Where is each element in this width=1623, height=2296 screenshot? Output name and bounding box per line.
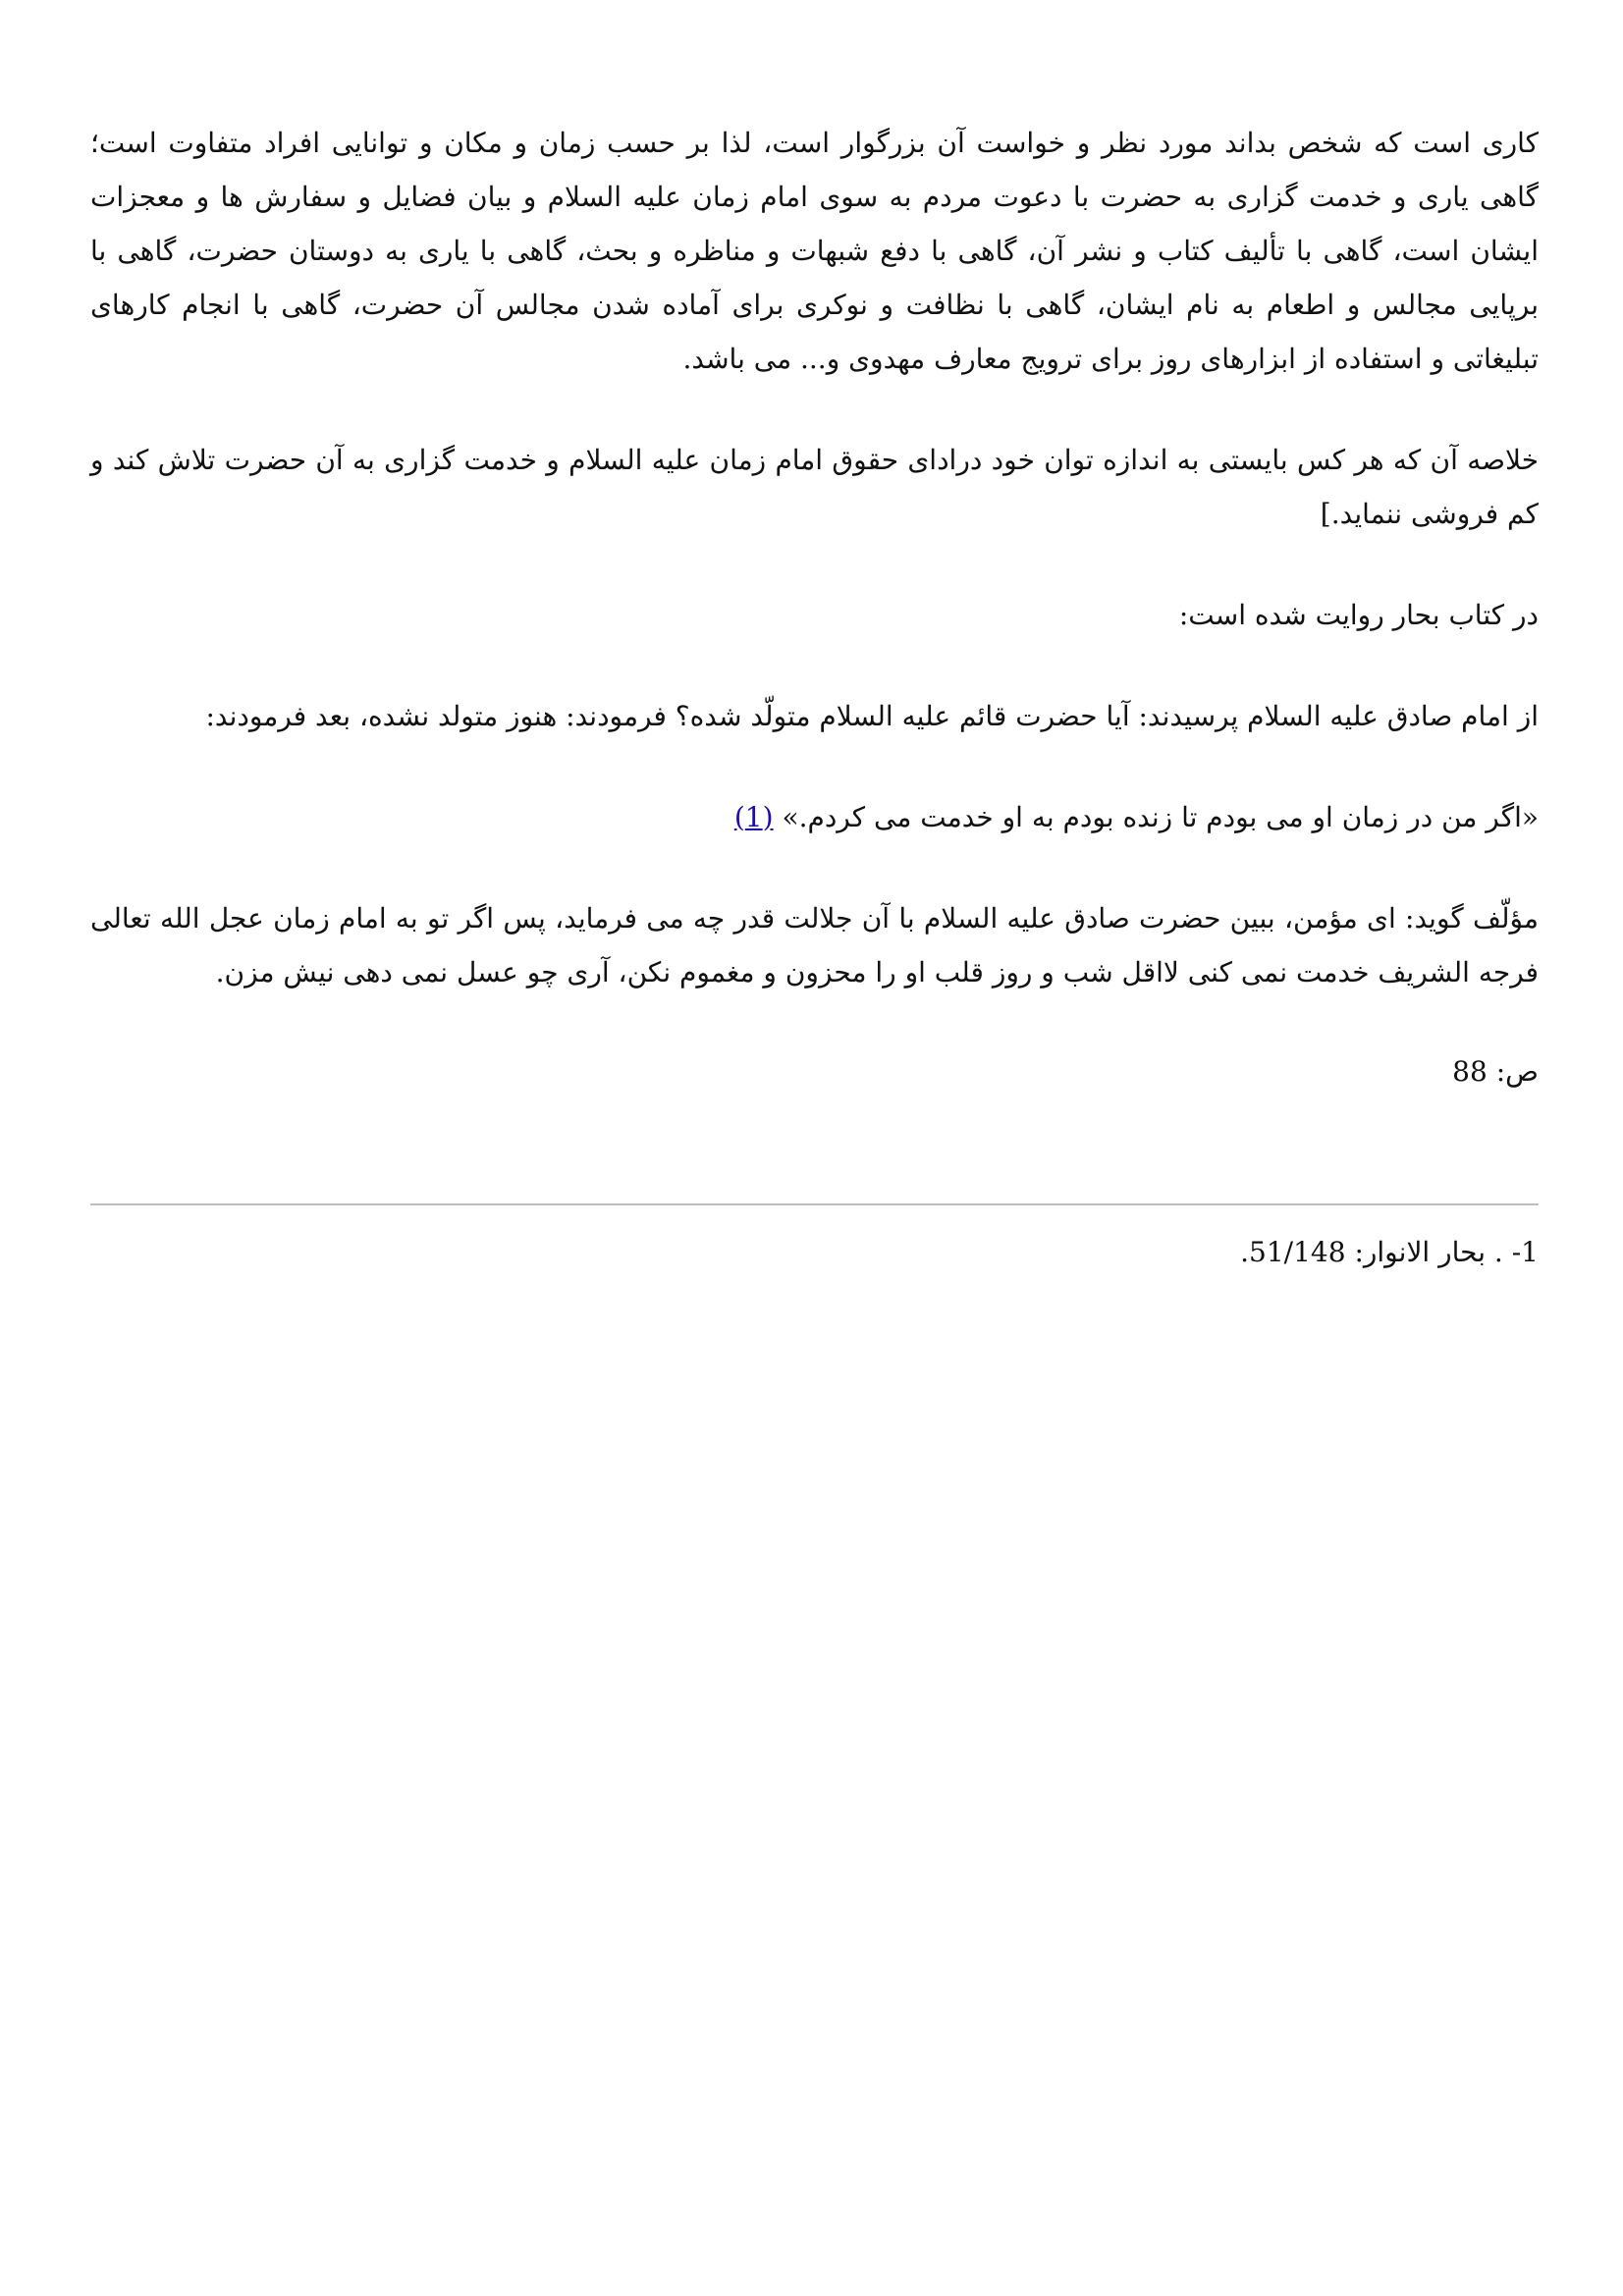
quote-text: «اگر من در زمان او می بودم تا زنده بودم به او خدمت می کردم.»	[773, 801, 1539, 833]
paragraph-service-forms: کاری است که شخص بداند مورد نظر و خواست آن بزرگوار است، لذا بر حسب زمان و مکان و توانایی افراد متفاوت است؛ گاهی یاری و خدمت گزاری به حضرت با دعوت مردم به سوی امام زمان علیه السلام و بیان فضایل و سفارش ها و معجزات ایشان است، گاهی با تألیف کتاب و نشر آن، گاهی با دفع شبهات و مناظره و بحث، گاهی با یاری به دوستان حضرت، گاهی با برپایی مجالس و اطعام به نام ایشان، گاهی با نظافت و نوکری برای آماده شدن مجالس آن حضرت، گاهی با انجام کارهای تبلیغاتی و استفاده از ابزارهای روز برای ترویج معارف مهدوی و... می باشد.	[90, 127, 1540, 375]
paragraph-quote	[90, 790, 1539, 844]
paragraph-author-comment: مؤلّف گوید: ای مؤمن، ببین حضرت صادق علیه السلام با آن جلالت قدر چه می فرماید، پس اگر تو به امام زمان عجل الله تعالی فرجه الشریف خدمت نمی کنی لااقل شب و روز قلب او را محزون و مغموم نکن، آری چو عسل نمی دهی نیش مزن.	[90, 902, 1539, 988]
paragraph-summary: خلاصه آن که هر کس بایستی به اندازه توان خود درادای حقوق امام زمان علیه السلام و خدمت گزاری به آن حضرت تلاش کند و کم فروشی ننماید.]	[90, 444, 1539, 530]
footnote-reference-link[interactable]: (1)	[733, 801, 774, 833]
document-body	[90, 116, 1539, 1138]
paragraph-bihar-intro: در کتاب بحار روایت شده است:	[1178, 599, 1539, 631]
footnote-divider	[90, 1203, 1539, 1205]
paragraph-question: از امام صادق علیه السلام پرسیدند: آیا حضرت قائم علیه السلام متولّد شده؟ فرمودند: هنوز متولد نشده، بعد فرمودند:	[205, 700, 1539, 732]
footnote: 1- . بحار الانوار: 51/148.	[1240, 1236, 1539, 1268]
page-number: ص: 88	[1452, 1055, 1539, 1088]
